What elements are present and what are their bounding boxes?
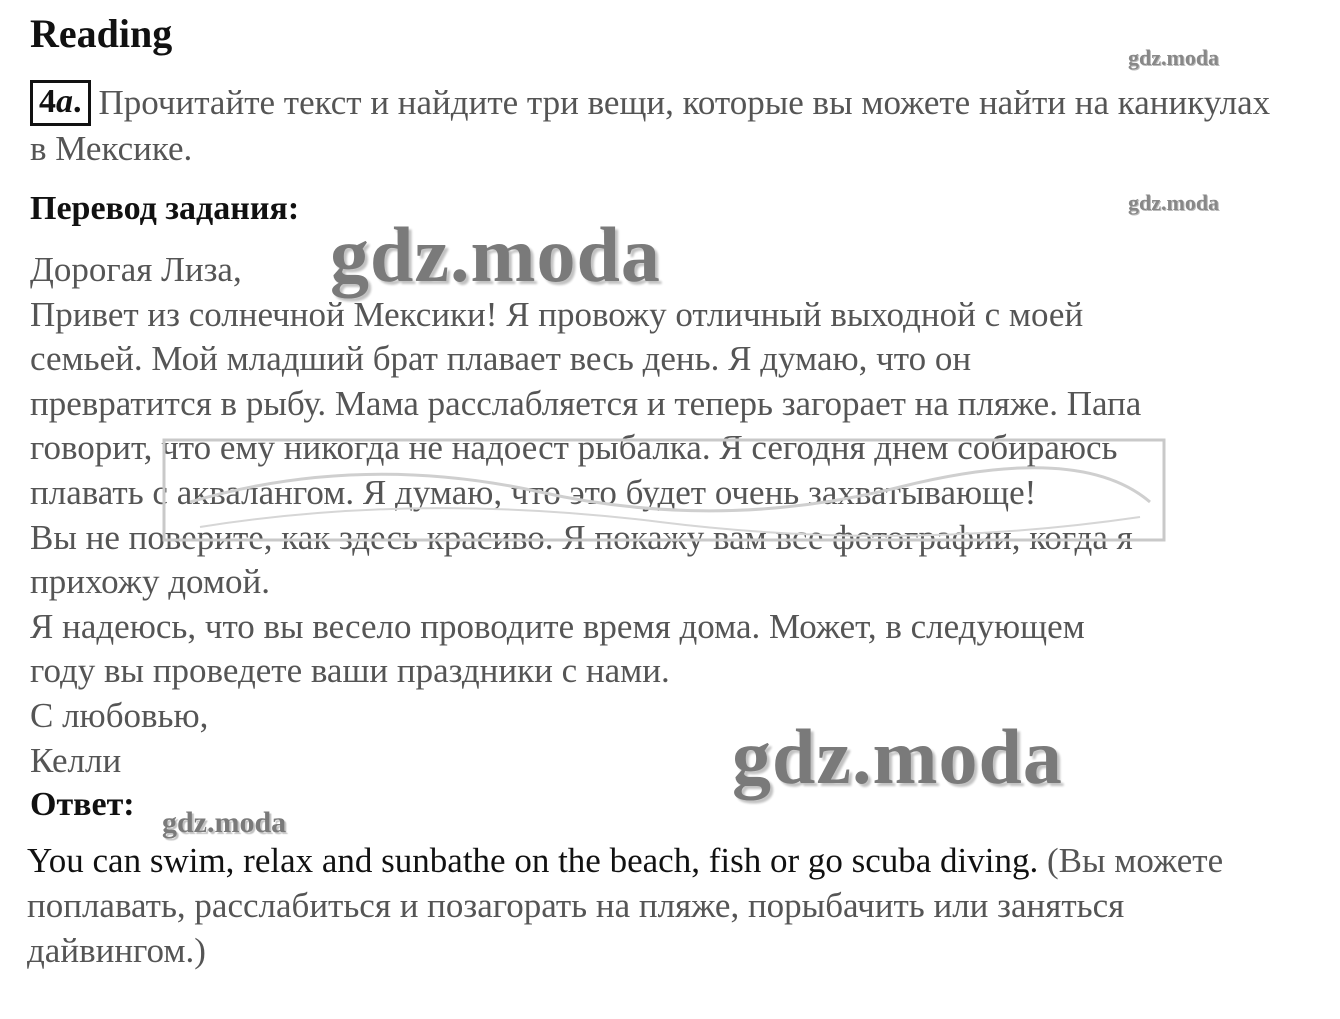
- task-instruction: [30, 80, 1290, 172]
- letter-line: Вы не поверите, как здесь красиво. Я покажу вам все фотографии, когда я: [30, 517, 1133, 557]
- letter-line: Я надеюсь, что вы весело проводите время дома. Может, в следующем: [30, 606, 1085, 646]
- task-text: Прочитайте текст и найдите три вещи, которые вы можете найти на каникулах в Мексике.: [30, 83, 1271, 168]
- answer-russian: (Вы можете поплавать, расслабиться и позагорать на пляже, порыбачить или заняться дайвингом.): [27, 841, 1224, 970]
- letter-line: плавать с аквалангом. Я думаю, что это будет очень захватывающе!: [30, 472, 1037, 512]
- letter-line: году вы проведете ваши праздники с нами.: [30, 651, 670, 691]
- watermark-large-top: gdz.moda: [330, 211, 661, 298]
- watermark-answer: gdz.moda: [162, 806, 287, 839]
- letter-line: прихожу домой.: [30, 562, 270, 602]
- letter-line: семьей. Мой младший брат плавает весь день. Я думаю, что он: [30, 339, 972, 379]
- section-heading: Reading: [30, 11, 173, 56]
- watermark-small-top: gdz.moda: [1128, 45, 1220, 70]
- answer-text: [27, 838, 1267, 973]
- letter-line: говорит, что ему никогда не надоест рыбалка. Я сегодня днем собираюсь: [30, 428, 1118, 468]
- letter-line: превратится в рыбу. Мама расслабляется и теперь загорает на пляже. Папа: [30, 383, 1142, 423]
- letter-line: Дорогая Лиза,: [30, 250, 242, 289]
- task-letter: a: [56, 83, 73, 120]
- translation-label: Перевод задания:: [30, 190, 300, 227]
- task-number: 4: [39, 83, 56, 120]
- watermark-small-middle: gdz.moda: [1128, 190, 1220, 215]
- letter-line: Привет из солнечной Мексики! Я провожу отличный выходной с моей: [30, 294, 1084, 334]
- answer-label: Ответ:: [30, 786, 135, 823]
- watermark-large-bottom: gdz.moda: [732, 713, 1063, 800]
- letter-line: С любовью,: [30, 695, 209, 735]
- letter-line: Келли: [30, 740, 122, 780]
- task-dot: .: [73, 83, 82, 120]
- letter-text: [30, 248, 1310, 783]
- answer-english: You can swim, relax and sunbathe on the beach, fish or go scuba diving.: [27, 841, 1039, 880]
- task-number-box: [30, 80, 91, 126]
